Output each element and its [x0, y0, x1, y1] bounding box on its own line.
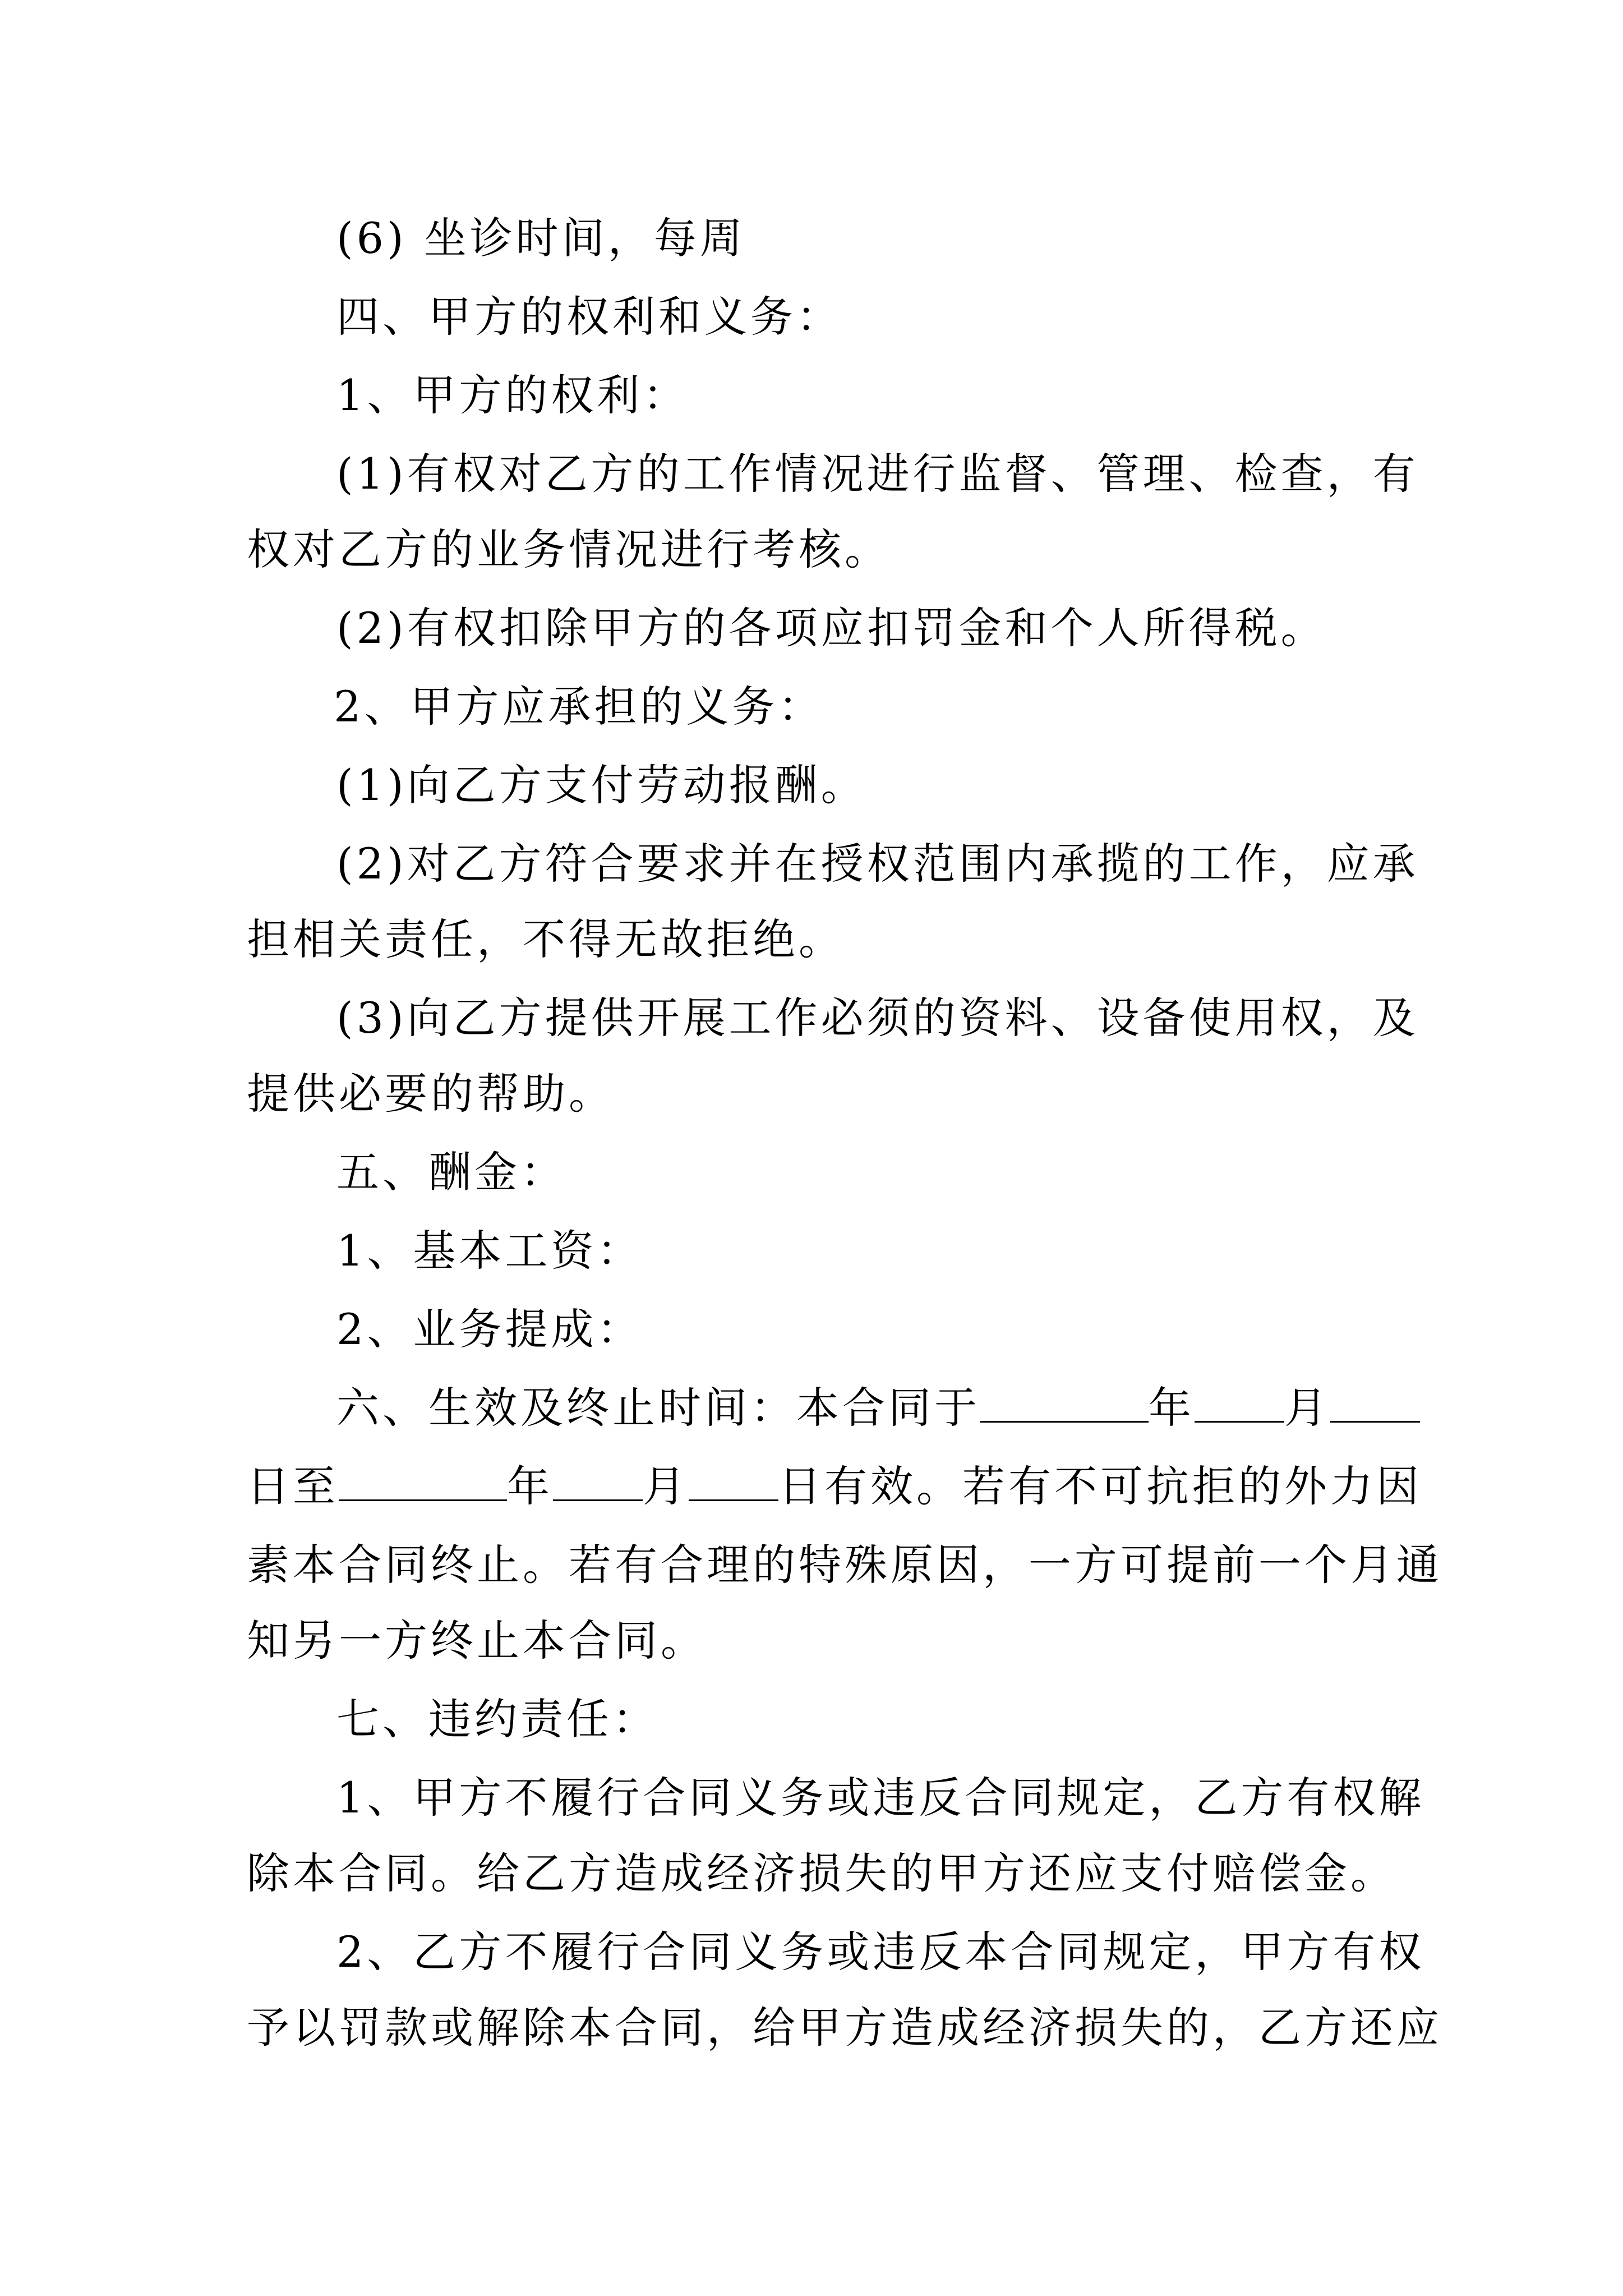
- item-base-salary: 1、基本工资：: [336, 1226, 643, 1276]
- clause-party-a-breach-cont: 除本合同。给乙方造成经济损失的甲方还应支付赔偿金。: [247, 1848, 1396, 1898]
- clause-resources: (3)向乙方提供开展工作必须的资料、设备使用权，及: [336, 993, 1419, 1043]
- start-day-blank: [1330, 1385, 1420, 1423]
- clause-responsibility-cont: 担相关责任，不得无故拒绝。: [247, 914, 845, 964]
- end-date-prefix: 日至: [247, 1461, 339, 1511]
- end-month-blank: [553, 1464, 643, 1501]
- start-year-blank: [980, 1385, 1149, 1423]
- clause-deduction: (2)有权扣除甲方的各项应扣罚金和个人所得税。: [336, 603, 1327, 653]
- start-month-blank: [1195, 1385, 1284, 1423]
- end-year-blank: [339, 1464, 507, 1501]
- clause-resources-cont: 提供必要的帮助。: [247, 1069, 615, 1119]
- end-day-blank: [689, 1464, 778, 1501]
- heading-party-a-rights-duties: 四、甲方的权利和义务：: [336, 292, 842, 342]
- termination-clause-cont: 知另一方终止本合同。: [247, 1616, 707, 1665]
- effective-period-line-2: [247, 1458, 1422, 1515]
- subheading-party-a-rights: 1、甲方的权利：: [336, 370, 689, 420]
- heading-effective-period: [336, 1380, 1420, 1436]
- end-year-label: 年: [507, 1461, 553, 1511]
- clause-party-b-breach: 2、乙方不履行合同义务或违反本合同规定，甲方有权: [336, 1927, 1425, 1977]
- effective-period-suffix: 日有效。若有不可抗拒的外力因: [778, 1461, 1422, 1511]
- subheading-party-a-duties: 2、甲方应承担的义务：: [334, 682, 824, 731]
- start-year-label: 年: [1149, 1383, 1195, 1433]
- clause-responsibility: (2)对乙方符合要求并在授权范围内承揽的工作，应承: [336, 839, 1419, 889]
- item-commission: 2、业务提成：: [336, 1304, 643, 1354]
- clause-supervision-cont: 权对乙方的业务情况进行考核。: [247, 524, 891, 574]
- end-month-label: 月: [643, 1461, 689, 1511]
- heading-breach-liability: 七、违约责任：: [336, 1694, 658, 1744]
- line-sitting-time: (6) 坐诊时间，每周: [336, 213, 746, 263]
- effective-period-prefix: 六、生效及终止时间：本合同于: [336, 1383, 980, 1433]
- termination-clause: 素本合同终止。若有合理的特殊原因，一方可提前一个月通: [247, 1540, 1442, 1590]
- start-month-label: 月: [1284, 1383, 1330, 1433]
- clause-party-b-breach-cont: 予以罚款或解除本合同，给甲方造成经济损失的，乙方还应: [247, 2003, 1442, 2053]
- heading-remuneration: 五、酬金：: [336, 1147, 566, 1197]
- clause-party-a-breach: 1、甲方不履行合同义务或违反合同规定，乙方有权解: [336, 1773, 1425, 1823]
- clause-payment: (1)向乙方支付劳动报酬。: [336, 760, 867, 810]
- clause-supervision: (1)有权对乙方的工作情况进行监督、管理、检查，有: [336, 449, 1419, 499]
